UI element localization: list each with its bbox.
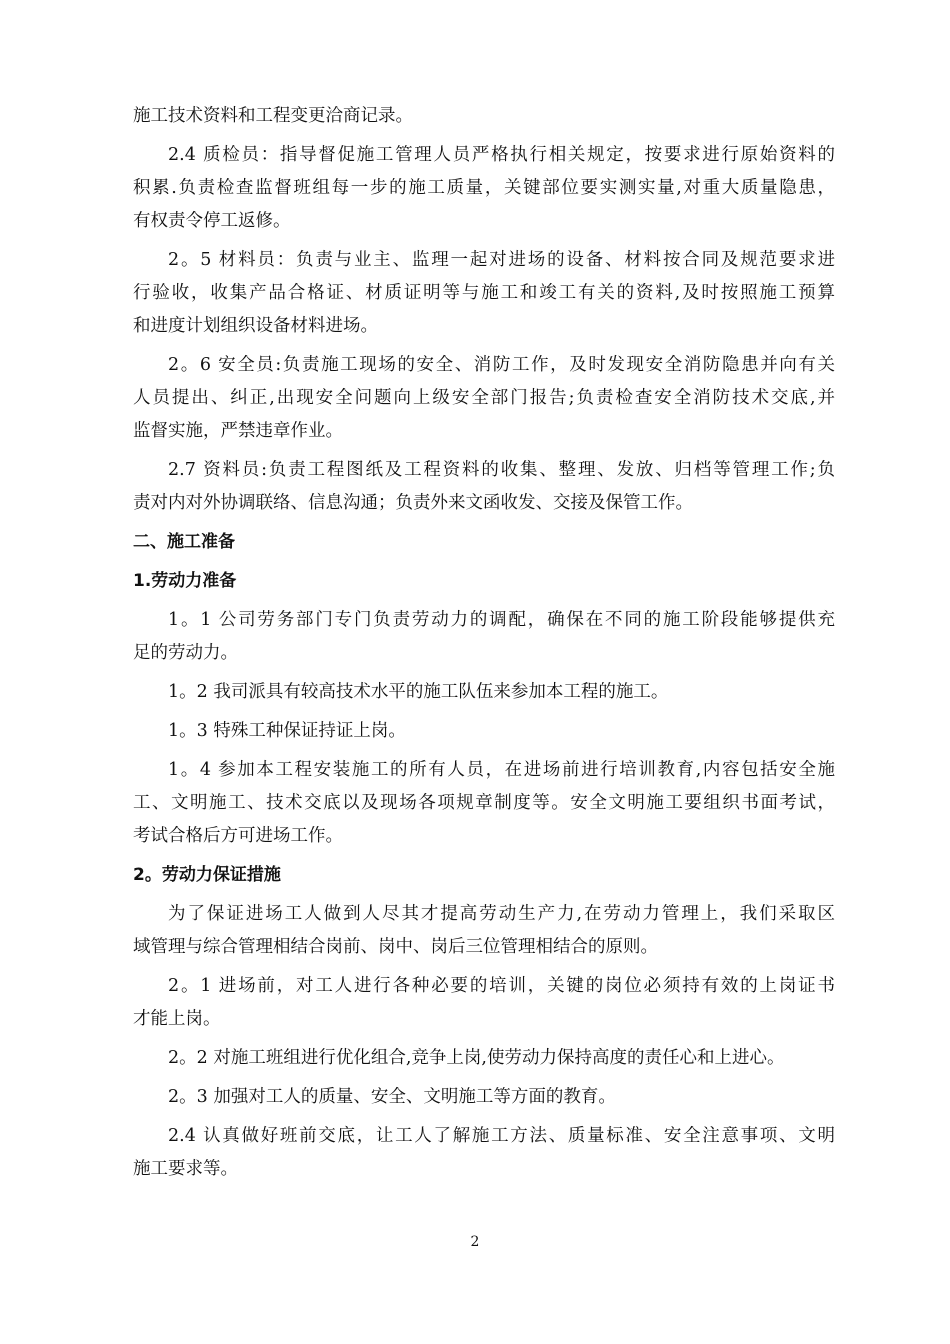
paragraph-line: 考试合格后方可进场工作。 (133, 826, 343, 846)
paragraph-line: 2。5 材料员：负责与业主、监理一起对进场的设备、材料按合同及规范要求进 (168, 250, 835, 270)
paragraph-line: 1。2 我司派具有较高技术水平的施工队伍来参加本工程的施工。 (168, 682, 669, 702)
paragraph-line: 有权责令停工返修。 (133, 211, 291, 231)
paragraph (133, 100, 835, 133)
paragraph-line: 足的劳动力。 (133, 643, 238, 663)
paragraph (133, 1081, 835, 1114)
paragraph (133, 454, 835, 520)
paragraph-line: 施工要求等。 (133, 1159, 238, 1179)
paragraph (133, 244, 835, 343)
paragraph-line: 2.4 质检员：指导督促施工管理人员严格执行相关规定，按要求进行原始资料的 (168, 145, 835, 165)
paragraph (133, 715, 835, 748)
page-number: 2 (470, 1234, 480, 1250)
paragraph-line: 2。3 加强对工人的质量、安全、文明施工等方面的教育。 (168, 1087, 616, 1107)
paragraph-line: 监督实施，严禁违章作业。 (133, 421, 343, 441)
paragraph-line: 施工技术资料和工程变更洽商记录。 (133, 106, 413, 126)
section-heading: 1.劳动力准备 (133, 571, 237, 591)
paragraph-line: 为了保证进场工人做到人尽其才提高劳动生产力,在劳动力管理上，我们采取区 (168, 904, 835, 924)
paragraph (133, 349, 835, 448)
paragraph-line: 2。6 安全员:负责施工现场的安全、消防工作，及时发现安全消防隐患并向有关 (168, 355, 835, 375)
paragraph-line: 责对内对外协调联络、信息沟通；负责外来文函收发、交接及保管工作。 (133, 493, 693, 513)
paragraph-line: 2.7 资料员:负责工程图纸及工程资料的收集、整理、发放、归档等管理工作;负 (168, 460, 835, 480)
paragraph-line: 域管理与综合管理相结合岗前、岗中、岗后三位管理相结合的原则。 (133, 937, 658, 957)
paragraph (133, 139, 835, 238)
paragraph (133, 1120, 835, 1186)
paragraph (133, 604, 835, 670)
paragraph-line: 和进度计划组织设备材料进场。 (133, 316, 378, 336)
document-body (133, 100, 835, 1192)
section-heading: 二、施工准备 (133, 532, 235, 552)
section-heading: 2。劳动力保证措施 (133, 865, 281, 885)
paragraph-line: 工、文明施工、技术交底以及现场各项规章制度等。安全文明施工要组织书面考试， (133, 793, 835, 813)
paragraph (133, 898, 835, 964)
paragraph-line: 2。2 对施工班组进行优化组合,竞争上岗,使劳动力保持高度的责任心和上进心。 (168, 1048, 785, 1068)
paragraph-line: 才能上岗。 (133, 1009, 221, 1029)
paragraph (133, 970, 835, 1036)
paragraph (133, 676, 835, 709)
paragraph-line: 人员提出、纠正,出现安全问题向上级安全部门报告;负责检查安全消防技术交底,并 (133, 388, 835, 408)
paragraph-line: 1。1 公司劳务部门专门负责劳动力的调配，确保在不同的施工阶段能够提供充 (168, 610, 835, 630)
paragraph-line: 积累.负责检查监督班组每一步的施工质量，关键部位要实测实量,对重大质量隐患， (133, 178, 835, 198)
paragraph-line: 2.4 认真做好班前交底，让工人了解施工方法、质量标准、安全注意事项、文明 (168, 1126, 835, 1146)
paragraph-line: 2。1 进场前，对工人进行各种必要的培训，关键的岗位必须持有效的上岗证书 (168, 976, 835, 996)
paragraph-line: 1。4 参加本工程安装施工的所有人员，在进场前进行培训教育,内容包括安全施 (168, 760, 835, 780)
paragraph-line: 行验收，收集产品合格证、材质证明等与施工和竣工有关的资料,及时按照施工预算 (133, 283, 835, 303)
paragraph (133, 1042, 835, 1075)
paragraph (133, 754, 835, 853)
paragraph-line: 1。3 特殊工种保证持证上岗。 (168, 721, 406, 741)
